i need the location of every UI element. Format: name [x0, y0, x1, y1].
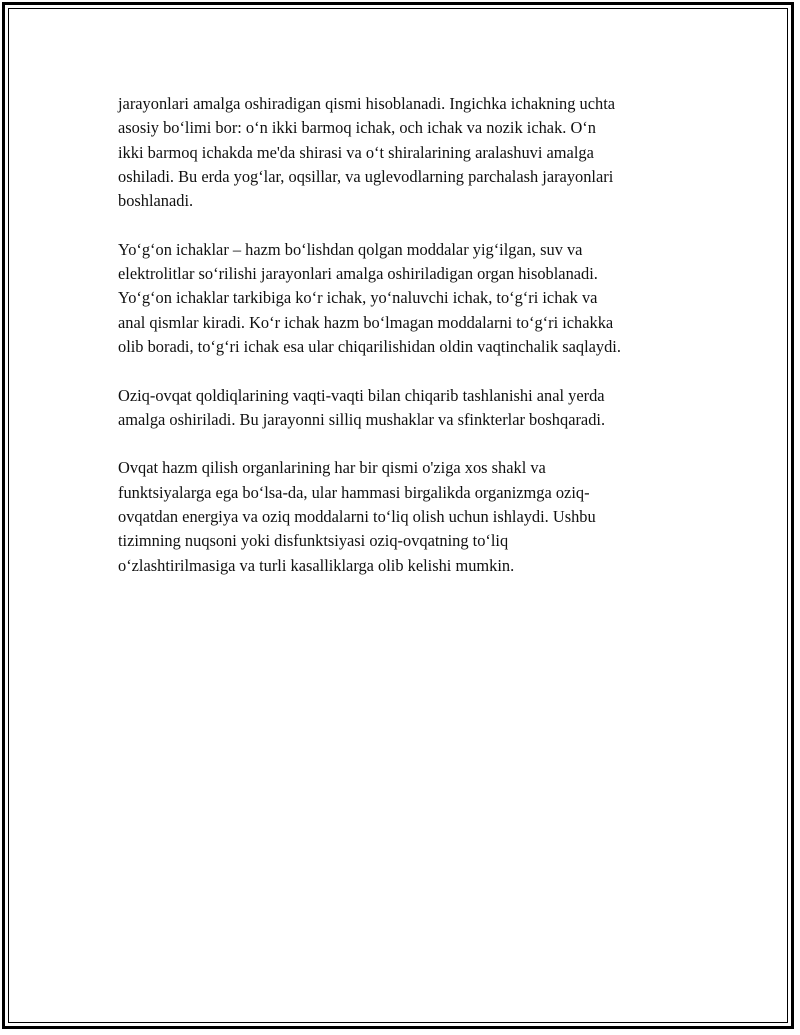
- document-body: [118, 92, 698, 602]
- text-line: ovqatdan energiya va oziq moddalarni to‘liq olish uchun ishlaydi. Ushbu: [118, 507, 596, 527]
- paragraph-large-intestine: [118, 238, 698, 359]
- text-line: Yo‘g‘on ichaklar tarkibiga ko‘r ichak, yo‘naluvchi ichak, to‘g‘ri ichak va: [118, 288, 598, 308]
- text-line: boshlanadi.: [118, 191, 194, 211]
- text-line: jarayonlari amalga oshiradigan qismi hisoblanadi. Ingichka ichakning uchta: [118, 94, 616, 113]
- text-line: Oziq-ovqat qoldiqlarining vaqti-vaqti bilan chiqarib tashlanishi anal yerda: [118, 385, 605, 405]
- text-line: anal qismlar kiradi. Ko‘r ichak hazm bo‘lmagan moddalarni to‘g‘ri ichakka: [118, 312, 614, 332]
- text-line: o‘zlashtirilmasiga va turli kasalliklarga olib kelishi mumkin.: [118, 555, 515, 575]
- text-line: ikki barmoq ichakda me'da shirasi va o‘t shiralarining aralashuvi amalga: [118, 142, 594, 162]
- text-line: olib boradi, to‘g‘ri ichak esa ular chiqarilishidan oldin vaqtinchalik saqlaydi.: [118, 336, 621, 356]
- text-line: asosiy bo‘limi bor: o‘n ikki barmoq ichak, och ichak va nozik ichak. O‘n: [118, 118, 596, 138]
- paragraph-conclusion: [118, 456, 698, 577]
- text-line: amalga oshiriladi. Bu jarayonni silliq mushaklar va sfinkterlar boshqaradi.: [118, 409, 606, 429]
- text-line: Ovqat hazm qilish organlarining har bir qismi o'ziga xos shakl va: [118, 458, 546, 478]
- text-line: oshiladi. Bu erda yog‘lar, oqsillar, va uglevodlarning parchalash jarayonlari: [118, 166, 614, 186]
- text-line: Yo‘g‘on ichaklar – hazm bo‘lishdan qolgan moddalar yig‘ilgan, suv va: [118, 239, 583, 259]
- text-line: tizimning nuqsoni yoki disfunktsiyasi oziq-ovqatning to‘liq: [118, 531, 509, 551]
- text-line: elektrolitlar so‘rilishi jarayonlari amalga oshiriladigan organ hisoblanadi.: [118, 264, 598, 284]
- text-line: funktsiyalarga ega bo‘lsa-da, ular hammasi birgalikda organizmga oziq-: [118, 482, 590, 502]
- paragraph-small-intestine: [118, 92, 698, 213]
- paragraph-excretion: [118, 384, 698, 433]
